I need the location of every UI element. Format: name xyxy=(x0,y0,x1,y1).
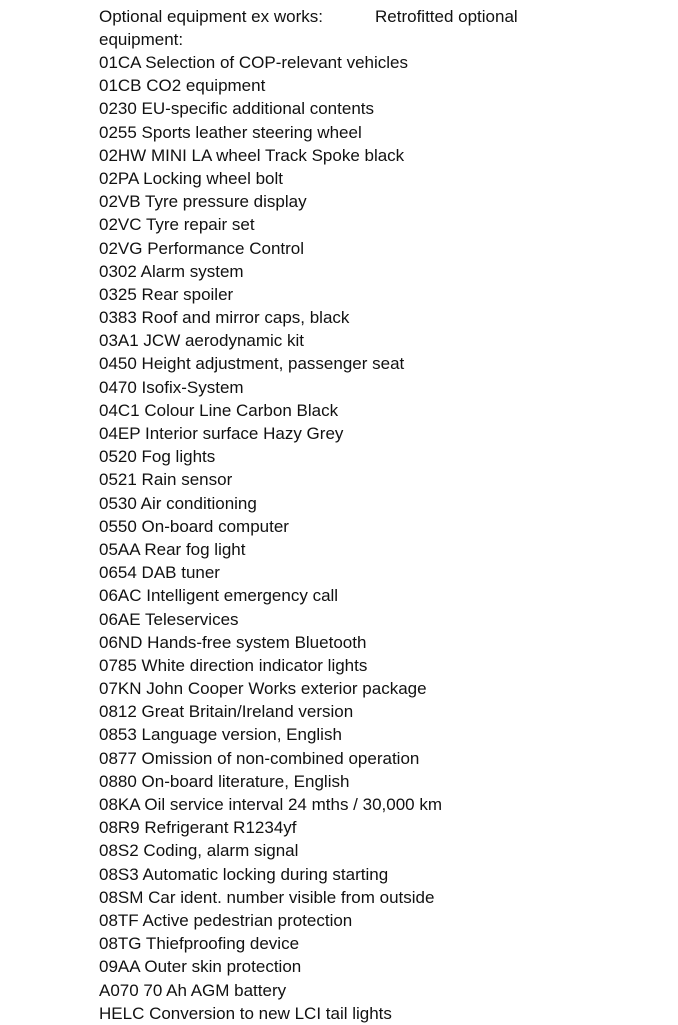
equipment-item: 0520 Fog lights xyxy=(99,447,216,467)
equipment-item: 02VG Performance Control xyxy=(99,238,305,258)
equipment-item: 0521 Rain sensor xyxy=(99,470,233,490)
equipment-item: 0255 Sports leather steering wheel xyxy=(99,122,362,142)
equipment-item: 08TF Active pedestrian protection xyxy=(99,910,353,930)
equipment-item: 04C1 Colour Line Carbon Black xyxy=(99,400,339,420)
equipment-item: 0812 Great Britain/Ireland version xyxy=(99,702,354,722)
equipment-item: 09AA Outer skin protection xyxy=(99,957,302,977)
header-equipment-continuation: equipment: xyxy=(99,30,184,50)
equipment-item: HELC Conversion to new LCI tail lights xyxy=(99,1003,392,1023)
equipment-item: 02VB Tyre pressure display xyxy=(99,192,307,212)
equipment-item: 04EP Interior surface Hazy Grey xyxy=(99,424,344,443)
equipment-item: 06AC Intelligent emergency call xyxy=(99,586,339,606)
equipment-item: 03A1 JCW aerodynamic kit xyxy=(99,331,305,351)
equipment-item: 07KN John Cooper Works exterior package xyxy=(99,679,427,699)
equipment-item: 0550 On-board computer xyxy=(99,516,289,536)
equipment-item: 0383 Roof and mirror caps, black xyxy=(99,308,350,328)
equipment-item: 01CB CO2 equipment xyxy=(99,76,266,96)
header-factory-options-label: Optional equipment ex works: xyxy=(99,7,323,26)
header-retrofitted-options-label: Retrofitted optional xyxy=(375,7,518,26)
equipment-item: 0530 Air conditioning xyxy=(99,493,257,513)
equipment-item: 08S3 Automatic locking during starting xyxy=(99,864,389,884)
equipment-item: A070 70 Ah AGM battery xyxy=(99,980,287,1000)
equipment-item: 0880 On-board literature, English xyxy=(99,771,350,791)
equipment-item: 0654 DAB tuner xyxy=(99,563,220,583)
equipment-item: 06AE Teleservices xyxy=(99,609,239,629)
equipment-item: 0853 Language version, English xyxy=(99,725,342,745)
equipment-item: 0785 White direction indicator lights xyxy=(99,655,368,675)
equipment-item: 08R9 Refrigerant R1234yf xyxy=(99,818,297,838)
equipment-item: 0302 Alarm system xyxy=(99,261,244,281)
equipment-item: 0470 Isofix-System xyxy=(99,377,244,397)
equipment-item: 08SM Car ident. number visible from outside xyxy=(99,887,435,907)
equipment-item: 08S2 Coding, alarm signal xyxy=(99,841,299,861)
equipment-item: 02HW MINI LA wheel Track Spoke black xyxy=(99,145,405,165)
equipment-item: 02VC Tyre repair set xyxy=(99,215,255,235)
equipment-item: 08TG Thiefproofing device xyxy=(99,934,300,954)
equipment-item: 06ND Hands-free system Bluetooth xyxy=(99,632,367,652)
equipment-item: 08KA Oil service interval 24 mths / 30,000 km xyxy=(99,795,442,814)
equipment-list xyxy=(99,51,442,1025)
equipment-item: 0450 Height adjustment, passenger seat xyxy=(99,354,405,374)
equipment-item: 0325 Rear spoiler xyxy=(99,284,234,304)
list-header xyxy=(99,5,659,55)
equipment-item: 01CA Selection of COP-relevant vehicles xyxy=(99,53,408,72)
equipment-item: 02PA Locking wheel bolt xyxy=(99,168,283,188)
equipment-item: 05AA Rear fog light xyxy=(99,539,246,559)
equipment-item: 0877 Omission of non-combined operation xyxy=(99,748,420,768)
equipment-item: 0230 EU-specific additional contents xyxy=(99,99,374,119)
